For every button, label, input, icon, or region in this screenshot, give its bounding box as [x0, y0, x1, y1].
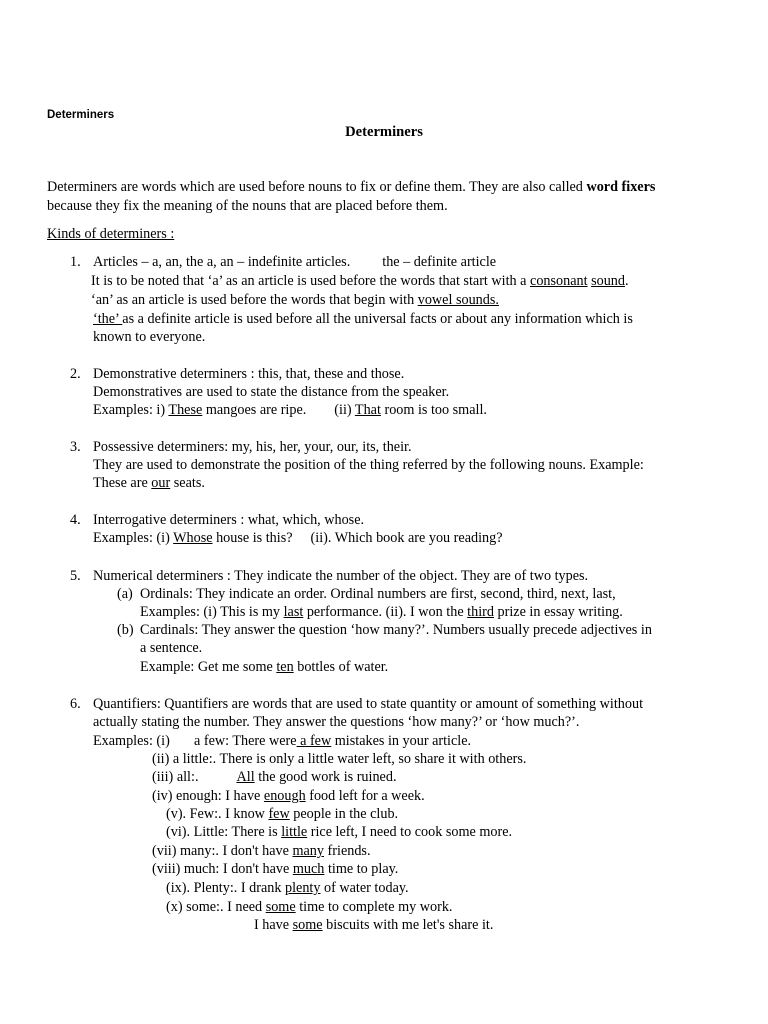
s1-line-1: Articles – a, an, the a, an – indefinite articles. the – definite article: [93, 254, 497, 270]
s5-a-line-1: Ordinals: They indicate an order. Ordinal numbers are first, second, third, next, last,: [140, 586, 616, 602]
page-title: Determiners: [345, 124, 423, 140]
s1-line-2: It is to be noted that ‘a’ as an article is used before the words that start with a consonant sound.: [91, 273, 629, 289]
s6-item-x: (x) some:. I need some time to complete my work.: [166, 899, 453, 915]
intro-line-2: because they fix the meaning of the nouns that are placed before them.: [47, 198, 448, 214]
s3-line-2: They are used to demonstrate the position of the thing referred by the following nouns. Example:: [93, 457, 644, 473]
term-word-fixers: word fixers: [586, 179, 656, 195]
s2-line-1: Demonstrative determiners : this, that, these and those.: [93, 366, 405, 382]
s6-item-vii: (vii) many:. I don't have many friends.: [152, 843, 371, 859]
s2-line-2: Demonstratives are used to state the distance from the speaker.: [93, 384, 450, 400]
s6-item-i: a few: There were a few mistakes in your article.: [194, 733, 472, 749]
s5-a-line-2: Examples: (i) This is my last performance. (ii). I won the third prize in essay writing.: [140, 604, 623, 620]
s4-line-1: Interrogative determiners : what, which, whose.: [93, 512, 365, 528]
s1-line-4: ‘the’ as a definite article is used before all the universal facts or about any information which is: [93, 311, 633, 327]
section-number: 1.: [70, 254, 81, 270]
s6-item-ix: (ix). Plenty:. I drank plenty of water today.: [166, 880, 409, 896]
s6-line-2: actually stating the number. They answer the questions ‘how many?’ or ‘how much?’.: [93, 714, 580, 730]
intro-line-1: Determiners are words which are used before nouns to fix or define them. They are also called word fixers: [47, 179, 656, 195]
section-number: 6.: [70, 696, 81, 712]
s5-b-line-1: Cardinals: They answer the question ‘how many?’. Numbers usually precede adjectives in: [140, 622, 652, 638]
section-number: 3.: [70, 439, 81, 455]
s6-item-iv: (iv) enough: I have enough food left for a week.: [152, 788, 425, 804]
section-number: 5.: [70, 568, 81, 584]
s1-line-5: known to everyone.: [93, 329, 206, 345]
s5-line-1: Numerical determiners : They indicate the number of the object. They are of two types.: [93, 568, 589, 584]
kinds-heading: Kinds of determiners :: [47, 226, 175, 242]
s6-examples-label: Examples: (i): [93, 733, 170, 749]
s3-line-3: These are our seats.: [93, 475, 205, 491]
s6-item-viii: (viii) much: I don't have much time to play.: [152, 861, 399, 877]
s6-line-1: Quantifiers: Quantifiers are words that are used to state quantity or amount of something without: [93, 696, 644, 712]
s6-item-vi: (vi). Little: There is little rice left, I need to cook some more.: [166, 824, 513, 840]
s6-item-v: (v). Few:. I know few people in the club.: [166, 806, 399, 822]
s6-item-x-line-2: I have some biscuits with me let's share it.: [254, 917, 494, 933]
s5-b-line-3: Example: Get me some ten bottles of water.: [140, 659, 389, 675]
sub-label: (b): [117, 622, 134, 638]
sub-label: (a): [117, 586, 133, 602]
s6-item-ii: (ii) a little:. There is only a little water left, so share it with others.: [152, 751, 527, 767]
section-number: 2.: [70, 366, 81, 382]
s3-line-1: Possessive determiners: my, his, her, your, our, its, their.: [93, 439, 412, 455]
s1-line-3: ‘an’ as an article is used before the words that begin with vowel sounds.: [91, 292, 499, 308]
page-header: Determiners: [47, 109, 115, 121]
s4-line-2: Examples: (i) Whose house is this? (ii). Which book are you reading?: [93, 530, 503, 546]
s6-item-iii: (iii) all:. All the good work is ruined.: [152, 769, 397, 785]
section-number: 4.: [70, 512, 81, 528]
s5-b-line-2: a sentence.: [140, 640, 203, 656]
s2-line-3: Examples: i) These mangoes are ripe. (ii) That room is too small.: [93, 402, 487, 418]
